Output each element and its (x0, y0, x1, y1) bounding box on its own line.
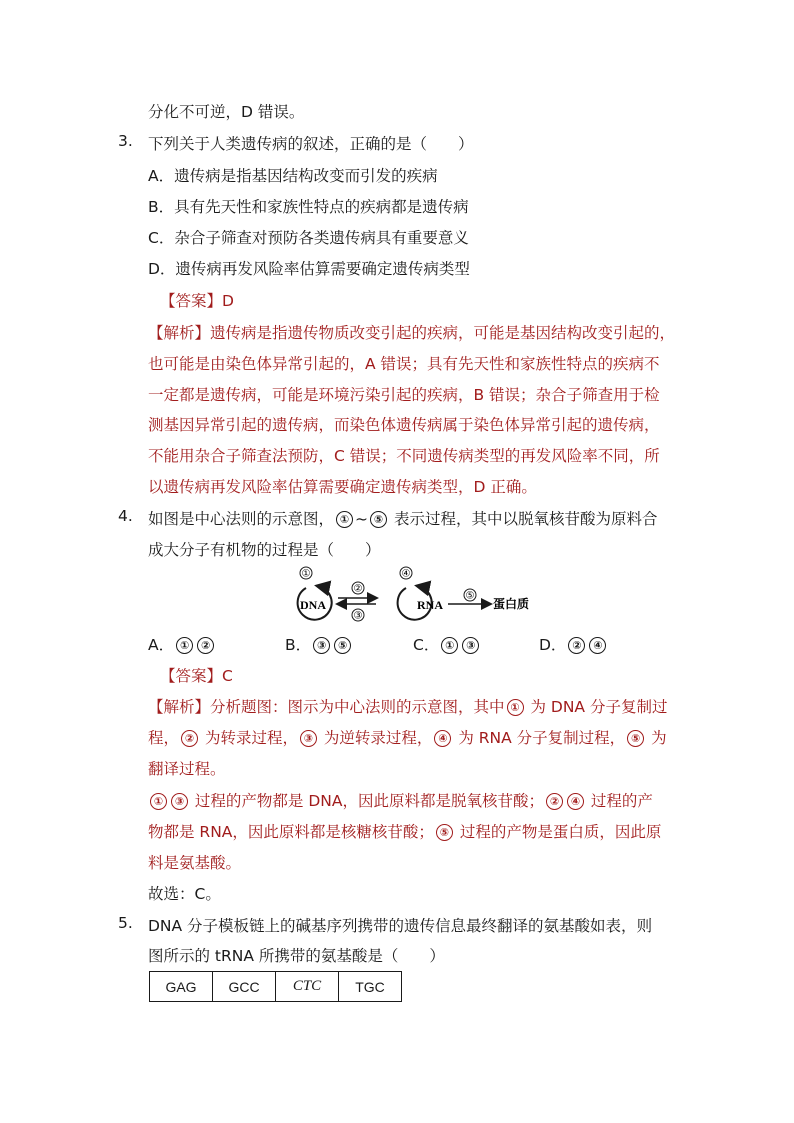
answer-value: D (222, 292, 234, 310)
table-row (150, 972, 402, 1002)
q4-analysis-line-6: 料是氨基酸。 (148, 854, 242, 872)
q4-analysis-line-5 (148, 820, 661, 842)
tilde: ~ (355, 510, 369, 528)
stem-text: 如图是中心法则的示意图， (148, 510, 335, 528)
label-5: ⑤ (465, 590, 475, 602)
circled-number: ③ (300, 730, 317, 747)
analysis-text: 过程的产 (586, 792, 653, 810)
base-sequence-table (149, 971, 402, 1002)
circled-number: ⑤ (370, 511, 387, 528)
q3-option-c: C．杂合子筛查对预防各类遗传病具有重要意义 (148, 229, 469, 247)
circled-number: ③ (313, 637, 330, 654)
q3-analysis-line-5: 不能用杂合子筛查法预防，C 错误；不同遗传病类型的再发风险率不同，所 (148, 447, 660, 465)
q4-stem-line-2: 成大分子有机物的过程是（ ） (148, 541, 381, 559)
q3-analysis-line-3: 一定都是遗传病，可能是环境污染引起的疾病，B 错误；杂合子筛查用于检 (148, 386, 660, 404)
circled-number: ① (150, 793, 167, 810)
q4-option-b (285, 633, 353, 655)
rna-label: RNA (417, 598, 443, 612)
analysis-text: 程， (148, 729, 180, 747)
circled-number: ④ (567, 793, 584, 810)
analysis-text: 为逆转录过程， (318, 729, 433, 747)
table-cell: GCC (213, 972, 276, 1002)
circled-number: ② (546, 793, 563, 810)
q3-answer (160, 289, 234, 311)
q4-answer (160, 664, 233, 686)
circled-number: ③ (171, 793, 188, 810)
table-cell: CTC (276, 972, 339, 1002)
stem-text: 表示过程，其中以脱氧核苷酸为原料合 (389, 510, 658, 528)
q4-analysis-line-3: 翻译过程。 (148, 760, 226, 778)
q3-option-d: D．遗传病再发风险率估算需要确定遗传病类型 (148, 260, 470, 278)
table-cell: GAG (150, 972, 213, 1002)
q4-analysis-line-4 (148, 789, 653, 811)
q3-analysis-line-4: 测基因异常引起的遗传病，而染色体遗传病属于染色体异常引起的遗传病， (148, 416, 660, 434)
table-cell: TGC (339, 972, 402, 1002)
analysis-text: 为转录过程， (200, 729, 298, 747)
q3-option-b: B．具有先天性和家族性特点的疾病都是遗传病 (148, 198, 469, 216)
q5-stem-line-1: DNA 分子模板链上的碱基序列携带的遗传信息最终翻译的氨基酸如表，则 (148, 917, 653, 935)
q5-number: 5. (118, 914, 133, 932)
circled-number: ② (197, 637, 214, 654)
analysis-text: 分析题图：图示为中心法则的示意图，其中 (210, 698, 505, 716)
option-label: B． (285, 636, 312, 654)
q3-option-a: A．遗传病是指基因结构改变而引发的疾病 (148, 167, 438, 185)
option-label: A． (148, 636, 175, 654)
analysis-text: 为 RNA 分子复制过程， (453, 729, 626, 747)
circled-number: ③ (462, 637, 479, 654)
q4-analysis-line-2 (148, 726, 667, 748)
analysis-label: 【解析】 (148, 324, 211, 342)
q4-option-d (539, 633, 608, 655)
q4-option-c (413, 633, 481, 655)
q3-stem: 下列关于人类遗传病的叙述，正确的是（ ） (148, 135, 474, 153)
circled-number: ① (336, 511, 353, 528)
analysis-text: 物都是 RNA，因此原料都是核糖核苷酸； (148, 823, 434, 841)
protein-label: 蛋白质 (493, 597, 530, 611)
analysis-text: 过程的产物是蛋白质，因此原 (454, 823, 662, 841)
circled-number: ⑤ (334, 637, 351, 654)
analysis-text: 遗传病是指遗传物质改变引起的疾病，可能是基因结构改变引起的， (210, 324, 676, 342)
label-4: ④ (401, 568, 411, 580)
q3-analysis-line-1 (148, 321, 675, 343)
analysis-label: 【解析】 (148, 698, 211, 716)
circled-number: ④ (434, 730, 451, 747)
circled-number: ⑤ (436, 824, 453, 841)
q3-analysis-line-2: 也可能是由染色体异常引起的，A 错误；具有先天性和家族性特点的疾病不 (148, 355, 660, 373)
q3-analysis-line-6: 以遗传病再发风险率估算需要确定遗传病类型，D 正确。 (148, 478, 537, 496)
answer-label: 【答案】 (160, 292, 223, 310)
circled-number: ① (441, 637, 458, 654)
q4-conclusion: 故选：C。 (148, 885, 221, 903)
label-1: ① (301, 568, 311, 580)
option-label: D． (539, 636, 567, 654)
analysis-text: 为 DNA 分子复制过 (525, 698, 668, 716)
q4-stem-line-1 (148, 507, 657, 529)
answer-value: C (222, 667, 233, 685)
central-dogma-diagram (278, 566, 538, 626)
dna-label: DNA (300, 598, 326, 612)
q3-number: 3. (118, 132, 133, 150)
q4-analysis-line-1 (148, 695, 667, 717)
circled-number: ④ (589, 637, 606, 654)
circled-number: ① (176, 637, 193, 654)
q4-option-a (148, 633, 216, 655)
q4-number: 4. (118, 507, 133, 525)
option-label: C． (413, 636, 440, 654)
answer-label: 【答案】 (160, 667, 223, 685)
label-2: ② (353, 583, 363, 595)
intro-text: 分化不可逆，D 错误。 (148, 103, 305, 121)
circled-number: ① (507, 699, 524, 716)
circled-number: ② (568, 637, 585, 654)
circled-number: ⑤ (627, 730, 644, 747)
analysis-text: 过程的产物都是 DNA，因此原料都是脱氧核苷酸； (190, 792, 544, 810)
label-3: ③ (353, 610, 363, 622)
circled-number: ② (181, 730, 198, 747)
analysis-text: 为 (646, 729, 667, 747)
q5-stem-line-2: 图所示的 tRNA 所携带的氨基酸是（ ） (148, 947, 445, 965)
